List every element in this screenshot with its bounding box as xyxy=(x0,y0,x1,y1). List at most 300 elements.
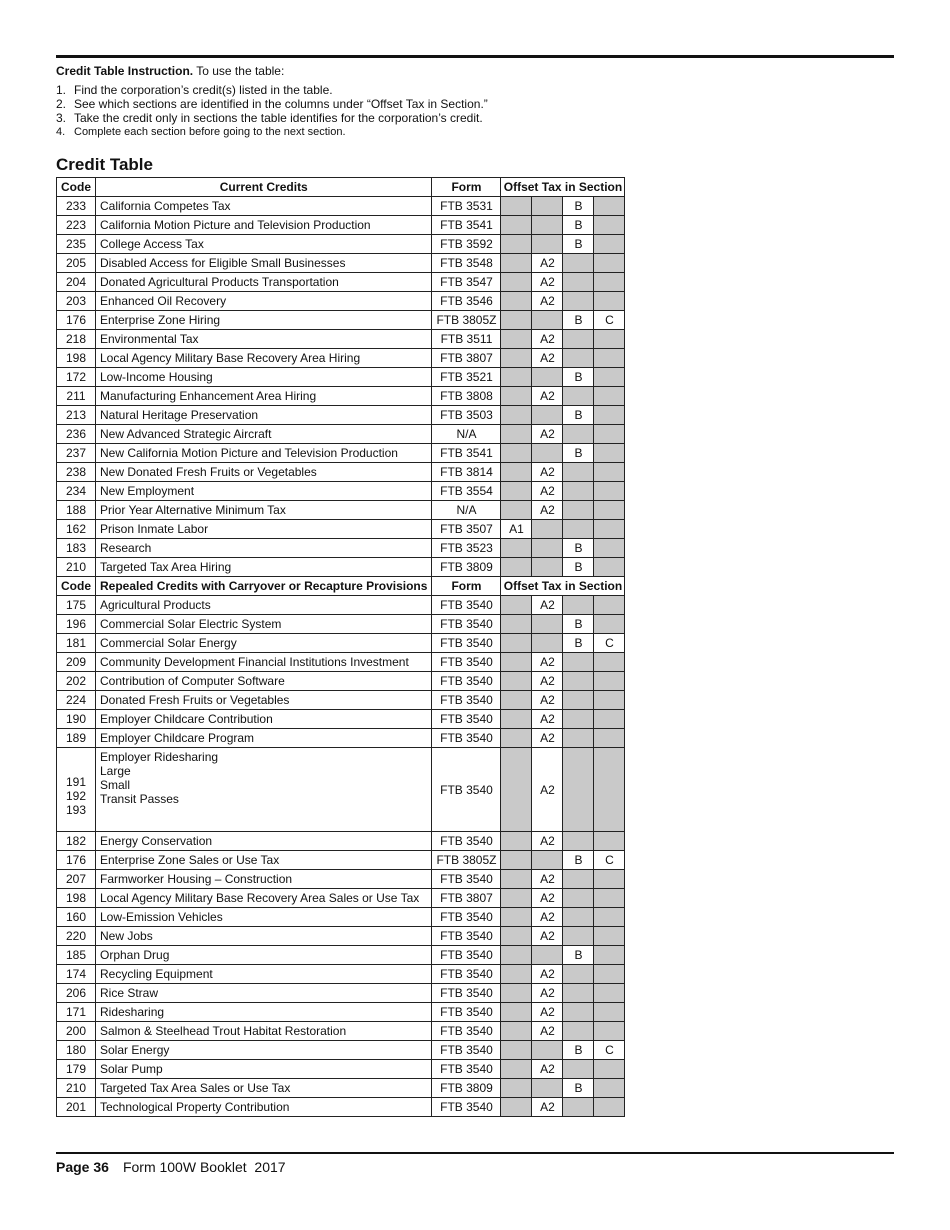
section-b-cell xyxy=(563,463,594,482)
section-a2-cell xyxy=(532,558,563,577)
current-header-row xyxy=(57,178,625,197)
credit-code: 181 xyxy=(57,634,96,653)
section-b-cell xyxy=(563,1003,594,1022)
credit-description: Prior Year Alternative Minimum Tax xyxy=(96,501,432,520)
credit-table xyxy=(56,177,625,1117)
credit-code: 189 xyxy=(57,729,96,748)
section-c-cell xyxy=(594,927,625,946)
credit-description: Ridesharing xyxy=(96,1003,432,1022)
section-a1-cell xyxy=(501,216,532,235)
section-a1-cell xyxy=(501,984,532,1003)
section-a1-cell xyxy=(501,691,532,710)
credit-description: Disabled Access for Eligible Small Businesses xyxy=(96,254,432,273)
section-c-cell xyxy=(594,273,625,292)
section-c-cell xyxy=(594,520,625,539)
section-c-cell: C xyxy=(594,1041,625,1060)
credit-description: Employer Childcare Contribution xyxy=(96,710,432,729)
section-c-cell xyxy=(594,672,625,691)
section-b-cell xyxy=(563,672,594,691)
section-a2-cell: A2 xyxy=(532,965,563,984)
section-a2-cell xyxy=(532,851,563,870)
credit-description: Orphan Drug xyxy=(96,946,432,965)
credit-code: 198 xyxy=(57,889,96,908)
instruction-step xyxy=(56,125,894,139)
section-a2-cell: A2 xyxy=(532,927,563,946)
current-credits-section xyxy=(57,178,625,577)
section-a1-cell xyxy=(501,501,532,520)
section-c-cell: C xyxy=(594,851,625,870)
credit-form: FTB 3540 xyxy=(432,965,501,984)
section-b-cell xyxy=(563,596,594,615)
section-c-cell xyxy=(594,908,625,927)
section-b-cell: B xyxy=(563,216,594,235)
step-text: See which sections are identified in the columns under “Offset Tax in Section.” xyxy=(74,97,488,111)
instructions xyxy=(56,63,894,139)
credit-description: Salmon & Steelhead Trout Habitat Restoration xyxy=(96,1022,432,1041)
step-number: 4. xyxy=(56,126,66,138)
section-c-cell xyxy=(594,596,625,615)
section-a2-cell xyxy=(532,216,563,235)
section-b-cell xyxy=(563,691,594,710)
instruction-step xyxy=(56,83,894,97)
section-a1-cell xyxy=(501,851,532,870)
step-text: Take the credit only in sections the table identifies for the corporation’s credit. xyxy=(74,111,483,125)
section-a2-cell xyxy=(532,1079,563,1098)
table-row xyxy=(57,710,625,729)
section-b-cell xyxy=(563,908,594,927)
section-a1-cell xyxy=(501,273,532,292)
credit-description: Targeted Tax Area Sales or Use Tax xyxy=(96,1079,432,1098)
table-row xyxy=(57,946,625,965)
credit-form: FTB 3540 xyxy=(432,946,501,965)
section-a1-cell xyxy=(501,349,532,368)
section-c-cell xyxy=(594,984,625,1003)
credit-form: FTB 3540 xyxy=(432,984,501,1003)
repealed-credits-section-continued xyxy=(57,832,625,1117)
credit-description: Local Agency Military Base Recovery Area Sales or Use Tax xyxy=(96,889,432,908)
credit-description xyxy=(96,748,432,832)
credit-form: FTB 3807 xyxy=(432,349,501,368)
repealed-header-row xyxy=(57,577,625,596)
credit-description: Low-Emission Vehicles xyxy=(96,908,432,927)
section-a2-cell: A2 xyxy=(532,1022,563,1041)
repealed-credits-section xyxy=(57,577,625,748)
section-c-cell xyxy=(594,653,625,672)
section-b-cell: B xyxy=(563,946,594,965)
credit-form: FTB 3540 xyxy=(432,1003,501,1022)
section-b-cell xyxy=(563,349,594,368)
section-a1-cell xyxy=(501,1022,532,1041)
step-text: Complete each section before going to the next section. xyxy=(74,126,346,138)
section-a2-cell xyxy=(532,368,563,387)
table-row xyxy=(57,539,625,558)
credit-code: 213 xyxy=(57,406,96,425)
credit-form: FTB 3541 xyxy=(432,216,501,235)
section-b-cell xyxy=(563,482,594,501)
section-b-cell xyxy=(563,832,594,851)
section-c-cell xyxy=(594,539,625,558)
section-a2-cell: A2 xyxy=(532,729,563,748)
table-row xyxy=(57,330,625,349)
section-c-cell xyxy=(594,1060,625,1079)
section-a1-cell xyxy=(501,927,532,946)
section-c-cell xyxy=(594,254,625,273)
credit-form: FTB 3507 xyxy=(432,520,501,539)
section-c-cell xyxy=(594,946,625,965)
section-a2-cell: A2 xyxy=(532,273,563,292)
credit-code: 237 xyxy=(57,444,96,463)
credit-code: 236 xyxy=(57,425,96,444)
section-a1-cell xyxy=(501,254,532,273)
section-a2-cell: A2 xyxy=(532,596,563,615)
credit-form: FTB 3809 xyxy=(432,1079,501,1098)
section-a1-cell: A1 xyxy=(501,520,532,539)
section-a2-cell: A2 xyxy=(532,710,563,729)
section-b-cell xyxy=(563,520,594,539)
credit-description: Technological Property Contribution xyxy=(96,1098,432,1117)
credit-description: Enterprise Zone Hiring xyxy=(96,311,432,330)
table-row xyxy=(57,292,625,311)
section-b-cell: B xyxy=(563,311,594,330)
credit-code xyxy=(57,748,96,832)
credit-code: 190 xyxy=(57,710,96,729)
credit-form: FTB 3503 xyxy=(432,406,501,425)
section-b-cell xyxy=(563,1022,594,1041)
credit-form: FTB 3540 xyxy=(432,748,501,832)
table-row xyxy=(57,520,625,539)
credit-description: Natural Heritage Preservation xyxy=(96,406,432,425)
section-a2-cell: A2 xyxy=(532,832,563,851)
section-c-cell: C xyxy=(594,634,625,653)
credit-code: 233 xyxy=(57,197,96,216)
section-c-cell xyxy=(594,615,625,634)
credit-description: Solar Energy xyxy=(96,1041,432,1060)
credit-description: College Access Tax xyxy=(96,235,432,254)
section-a1-cell xyxy=(501,482,532,501)
code-header: Code xyxy=(57,178,96,197)
section-a2-cell: A2 xyxy=(532,889,563,908)
credit-description: Solar Pump xyxy=(96,1060,432,1079)
section-b-cell: B xyxy=(563,406,594,425)
credit-code: 203 xyxy=(57,292,96,311)
credit-code: 223 xyxy=(57,216,96,235)
section-b-cell: B xyxy=(563,558,594,577)
credit-form: FTB 3541 xyxy=(432,444,501,463)
credit-form: FTB 3805Z xyxy=(432,311,501,330)
section-a1-cell xyxy=(501,235,532,254)
section-a1-cell xyxy=(501,292,532,311)
step-text: Find the corporation’s credit(s) listed in the table. xyxy=(74,83,333,97)
credit-description: New California Motion Picture and Television Production xyxy=(96,444,432,463)
section-a2-cell: A2 xyxy=(532,748,563,832)
section-a1-cell xyxy=(501,634,532,653)
section-b-cell xyxy=(563,292,594,311)
credit-code: 182 xyxy=(57,832,96,851)
credit-form: FTB 3554 xyxy=(432,482,501,501)
credit-form: N/A xyxy=(432,425,501,444)
table-row xyxy=(57,748,625,832)
section-c-cell xyxy=(594,368,625,387)
section-c-cell xyxy=(594,710,625,729)
section-c-cell: C xyxy=(594,311,625,330)
credit-form: FTB 3809 xyxy=(432,558,501,577)
table-row xyxy=(57,558,625,577)
section-b-cell xyxy=(563,501,594,520)
credit-code: 202 xyxy=(57,672,96,691)
section-a1-cell xyxy=(501,748,532,832)
credit-description-line: Employer Ridesharing xyxy=(100,750,219,764)
credit-form: FTB 3523 xyxy=(432,539,501,558)
credit-code: 171 xyxy=(57,1003,96,1022)
credit-form: FTB 3540 xyxy=(432,710,501,729)
section-a1-cell xyxy=(501,615,532,634)
section-c-cell xyxy=(594,558,625,577)
section-a2-cell: A2 xyxy=(532,387,563,406)
section-a1-cell xyxy=(501,539,532,558)
section-c-cell xyxy=(594,832,625,851)
credit-form: FTB 3540 xyxy=(432,1098,501,1117)
section-c-cell xyxy=(594,482,625,501)
table-row xyxy=(57,870,625,889)
section-a2-cell: A2 xyxy=(532,349,563,368)
credit-form: FTB 3807 xyxy=(432,889,501,908)
section-a2-cell xyxy=(532,1041,563,1060)
section-b-cell: B xyxy=(563,539,594,558)
credit-code: 211 xyxy=(57,387,96,406)
section-b-cell: B xyxy=(563,235,594,254)
section-a2-cell: A2 xyxy=(532,1060,563,1079)
table-row xyxy=(57,482,625,501)
table-row xyxy=(57,425,625,444)
section-a1-cell xyxy=(501,330,532,349)
table-row xyxy=(57,1079,625,1098)
credit-code: 210 xyxy=(57,1079,96,1098)
code-header: Code xyxy=(57,577,96,596)
credit-code: 174 xyxy=(57,965,96,984)
form-header: Form xyxy=(432,178,501,197)
repealed-credits-header: Repealed Credits with Carryover or Recapture Provisions xyxy=(96,577,432,596)
table-row xyxy=(57,311,625,330)
table-row xyxy=(57,444,625,463)
table-row xyxy=(57,197,625,216)
table-row xyxy=(57,235,625,254)
section-c-cell xyxy=(594,292,625,311)
section-a2-cell xyxy=(532,520,563,539)
instructions-title: Credit Table Instruction. xyxy=(56,64,194,78)
credit-form: FTB 3540 xyxy=(432,1022,501,1041)
credit-description: Agricultural Products xyxy=(96,596,432,615)
section-b-cell xyxy=(563,984,594,1003)
offset-tax-header: Offset Tax in Section xyxy=(501,178,625,197)
section-a2-cell: A2 xyxy=(532,482,563,501)
section-b-cell xyxy=(563,710,594,729)
credit-code: 180 xyxy=(57,1041,96,1060)
booklet-title: Form 100W Booklet 2017 xyxy=(122,1159,286,1175)
credit-description: Contribution of Computer Software xyxy=(96,672,432,691)
section-a1-cell xyxy=(501,908,532,927)
credit-code: 204 xyxy=(57,273,96,292)
page-number: Page 36 xyxy=(56,1159,109,1175)
section-b-cell xyxy=(563,927,594,946)
credit-code: 209 xyxy=(57,653,96,672)
section-a2-cell: A2 xyxy=(532,254,563,273)
credit-code: 185 xyxy=(57,946,96,965)
section-c-cell xyxy=(594,216,625,235)
credit-code: 176 xyxy=(57,851,96,870)
credit-code: 210 xyxy=(57,558,96,577)
section-b-cell xyxy=(563,748,594,832)
section-c-cell xyxy=(594,425,625,444)
credit-description: Prison Inmate Labor xyxy=(96,520,432,539)
table-row xyxy=(57,216,625,235)
credit-form: FTB 3814 xyxy=(432,463,501,482)
section-a2-cell xyxy=(532,444,563,463)
credit-description: Energy Conservation xyxy=(96,832,432,851)
section-a2-cell xyxy=(532,615,563,634)
section-c-cell xyxy=(594,349,625,368)
section-a2-cell: A2 xyxy=(532,870,563,889)
table-row xyxy=(57,368,625,387)
section-c-cell xyxy=(594,748,625,832)
current-credits-header: Current Credits xyxy=(96,178,432,197)
credit-code: 224 xyxy=(57,691,96,710)
credit-code-line: 192 xyxy=(65,789,87,803)
credit-code: 196 xyxy=(57,615,96,634)
section-a2-cell: A2 xyxy=(532,908,563,927)
credit-form: FTB 3540 xyxy=(432,870,501,889)
section-a2-cell: A2 xyxy=(532,463,563,482)
credit-description: New Jobs xyxy=(96,927,432,946)
section-a1-cell xyxy=(501,710,532,729)
credit-form: FTB 3521 xyxy=(432,368,501,387)
section-b-cell: B xyxy=(563,1079,594,1098)
table-row xyxy=(57,463,625,482)
table-row xyxy=(57,832,625,851)
table-row xyxy=(57,406,625,425)
credit-code: 238 xyxy=(57,463,96,482)
section-c-cell xyxy=(594,965,625,984)
section-a1-cell xyxy=(501,596,532,615)
credit-description: New Donated Fresh Fruits or Vegetables xyxy=(96,463,432,482)
credit-description: Employer Childcare Program xyxy=(96,729,432,748)
instructions-lead-text: To use the table: xyxy=(193,64,285,78)
credit-description-line: Large xyxy=(100,764,131,778)
section-a2-cell: A2 xyxy=(532,653,563,672)
credit-code: 201 xyxy=(57,1098,96,1117)
ridesharing-section xyxy=(57,748,625,832)
credit-description: Low-Income Housing xyxy=(96,368,432,387)
credit-form: FTB 3511 xyxy=(432,330,501,349)
section-c-cell xyxy=(594,406,625,425)
section-a1-cell xyxy=(501,463,532,482)
credit-description: Donated Fresh Fruits or Vegetables xyxy=(96,691,432,710)
section-a1-cell xyxy=(501,672,532,691)
credit-description: Local Agency Military Base Recovery Area Hiring xyxy=(96,349,432,368)
credit-description: Enterprise Zone Sales or Use Tax xyxy=(96,851,432,870)
credit-code: 218 xyxy=(57,330,96,349)
credit-code: 183 xyxy=(57,539,96,558)
credit-form: FTB 3540 xyxy=(432,634,501,653)
section-a1-cell xyxy=(501,870,532,889)
section-b-cell xyxy=(563,653,594,672)
step-number: 2. xyxy=(56,97,67,111)
section-a1-cell xyxy=(501,558,532,577)
section-c-cell xyxy=(594,1079,625,1098)
section-c-cell xyxy=(594,387,625,406)
section-a1-cell xyxy=(501,729,532,748)
table-row xyxy=(57,1098,625,1117)
credit-description: Recycling Equipment xyxy=(96,965,432,984)
table-row xyxy=(57,672,625,691)
credit-form: FTB 3540 xyxy=(432,653,501,672)
section-a2-cell: A2 xyxy=(532,1098,563,1117)
section-c-cell xyxy=(594,197,625,216)
section-c-cell xyxy=(594,1098,625,1117)
section-a1-cell xyxy=(501,1060,532,1079)
credit-description: Enhanced Oil Recovery xyxy=(96,292,432,311)
section-b-cell: B xyxy=(563,368,594,387)
section-a2-cell: A2 xyxy=(532,425,563,444)
section-a2-cell xyxy=(532,311,563,330)
credit-form: FTB 3540 xyxy=(432,1060,501,1079)
section-a1-cell xyxy=(501,832,532,851)
table-row xyxy=(57,1060,625,1079)
credit-description-line: Small xyxy=(100,778,131,792)
credit-code: 176 xyxy=(57,311,96,330)
credit-code: 200 xyxy=(57,1022,96,1041)
credit-code: 179 xyxy=(57,1060,96,1079)
credit-code: 234 xyxy=(57,482,96,501)
table-title: Credit Table xyxy=(56,155,153,174)
table-row xyxy=(57,273,625,292)
section-b-cell: B xyxy=(563,615,594,634)
top-rule xyxy=(56,55,894,58)
table-row xyxy=(57,889,625,908)
section-a2-cell: A2 xyxy=(532,292,563,311)
section-a1-cell xyxy=(501,1003,532,1022)
section-a1-cell xyxy=(501,889,532,908)
instruction-step xyxy=(56,111,894,125)
section-c-cell xyxy=(594,889,625,908)
credit-form: FTB 3546 xyxy=(432,292,501,311)
section-c-cell xyxy=(594,1022,625,1041)
table-row xyxy=(57,691,625,710)
table-row xyxy=(57,927,625,946)
page-footer xyxy=(56,1159,286,1175)
credit-code-line: 191 xyxy=(65,775,87,789)
section-b-cell xyxy=(563,387,594,406)
table-row xyxy=(57,387,625,406)
table-row xyxy=(57,615,625,634)
credit-code: 207 xyxy=(57,870,96,889)
table-row xyxy=(57,1041,625,1060)
credit-code: 198 xyxy=(57,349,96,368)
section-c-cell xyxy=(594,1003,625,1022)
section-b-cell: B xyxy=(563,197,594,216)
credit-description: Targeted Tax Area Hiring xyxy=(96,558,432,577)
section-c-cell xyxy=(594,501,625,520)
table-row xyxy=(57,965,625,984)
credit-code: 205 xyxy=(57,254,96,273)
step-number: 1. xyxy=(56,83,67,97)
section-b-cell xyxy=(563,729,594,748)
section-a1-cell xyxy=(501,1079,532,1098)
section-a2-cell: A2 xyxy=(532,691,563,710)
section-a2-cell: A2 xyxy=(532,984,563,1003)
credit-form: FTB 3547 xyxy=(432,273,501,292)
section-a2-cell xyxy=(532,634,563,653)
credit-code: 160 xyxy=(57,908,96,927)
